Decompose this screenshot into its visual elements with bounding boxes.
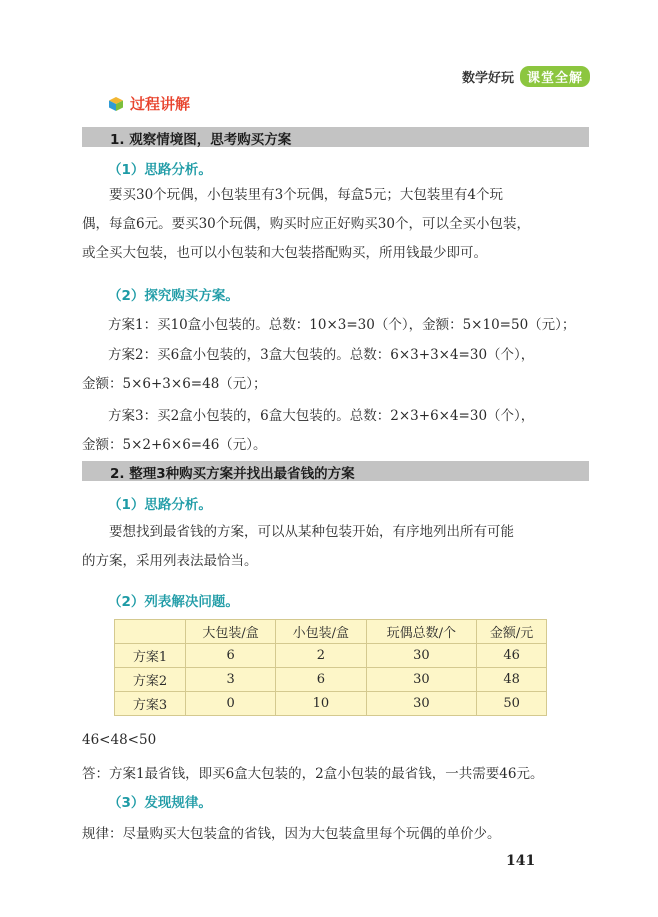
table-cell: 方案3 xyxy=(115,692,186,716)
part2-analysis xyxy=(82,518,590,576)
table-cell: 方案1 xyxy=(115,644,186,668)
paragraph-line: 要买30个玩偶，小包装里有3个玩偶，每盒5元；大包装里有4个玩 xyxy=(109,187,503,203)
section-title: 过程讲解 xyxy=(130,95,191,113)
page-header xyxy=(462,66,590,87)
plans-table xyxy=(114,619,547,716)
table-header-cell: 小包装/盒 xyxy=(276,620,366,644)
part2-title: 2. 整理3种购买方案并找出最省钱的方案 xyxy=(110,466,355,482)
table-cell: 3 xyxy=(186,668,276,692)
plan3-line-b: 金额：5×2+6×6=46（元）。 xyxy=(82,437,267,453)
part1-subheading-analysis: （1）思路分析。 xyxy=(108,162,212,178)
table-cell: 0 xyxy=(186,692,276,716)
book-title: 数学好玩 xyxy=(461,71,514,86)
plan2-line-a: 方案2：买6盒小包装的，3盒大包装的。总数：6×3+3×4=30（个）， xyxy=(108,347,535,363)
table-header-row xyxy=(115,620,547,644)
paragraph-line: 或全买大包装，也可以小包装和大包装搭配购买，所用钱最少即可。 xyxy=(82,245,487,261)
table-cell: 10 xyxy=(276,692,366,716)
table-cell: 30 xyxy=(366,692,477,716)
part2-subheading-table: （2）列表解决问题。 xyxy=(108,594,239,610)
header-badge: 课堂全解 xyxy=(520,66,590,87)
paragraph-line: 要想找到最省钱的方案，可以从某种包装开始，有序地列出所有可能 xyxy=(109,524,514,540)
table-cell: 30 xyxy=(366,644,477,668)
table-cell: 6 xyxy=(186,644,276,668)
section-heading xyxy=(108,93,190,114)
table-header-cell: 玩偶总数/个 xyxy=(366,620,477,644)
table-header-cell: 金额/元 xyxy=(477,620,547,644)
table-cell: 30 xyxy=(366,668,477,692)
table-header-cell: 大包装/盒 xyxy=(186,620,276,644)
page-number: 141 xyxy=(506,853,536,869)
table-row xyxy=(115,692,547,716)
rule: 规律：尽量购买大包装盒的省钱，因为大包装盒里每个玩偶的单价少。 xyxy=(82,826,501,842)
plan3-line-a: 方案3：买2盒小包装的，6盒大包装的。总数：2×3+6×4=30（个）， xyxy=(108,408,535,424)
cube-icon xyxy=(108,96,124,112)
table-cell: 46 xyxy=(477,644,547,668)
part1-subheading-plans: （2）探究购买方案。 xyxy=(108,288,239,304)
part2-subheading-analysis: （1）思路分析。 xyxy=(108,497,212,513)
table-row xyxy=(115,644,547,668)
table-row xyxy=(115,668,547,692)
part2-subheading-rule: （3）发现规律。 xyxy=(108,795,212,811)
table-cell: 6 xyxy=(276,668,366,692)
plan1-line: 方案1：买10盒小包装的。总数：10×3=30（个），金额：5×10=50（元）； xyxy=(108,317,576,333)
comparison: 46<48<50 xyxy=(82,732,157,748)
table-cell: 方案2 xyxy=(115,668,186,692)
paragraph-line: 偶，每盒6元。要买30个玩偶，购买时应正好购买30个，可以全买小包装， xyxy=(82,216,530,232)
part2-title-bar xyxy=(82,461,589,481)
table-header-cell xyxy=(115,620,186,644)
plan2-line-b: 金额：5×6+3×6=48（元）； xyxy=(82,376,267,392)
part1-analysis xyxy=(82,181,590,268)
part1-title-bar xyxy=(82,127,589,147)
part1-title: 1. 观察情境图，思考购买方案 xyxy=(110,132,292,148)
table-cell: 48 xyxy=(477,668,547,692)
answer: 答：方案1最省钱，即买6盒大包装的，2盒小包装的最省钱，一共需要46元。 xyxy=(82,766,544,782)
paragraph-line: 的方案，采用列表法最恰当。 xyxy=(82,553,258,569)
table-cell: 2 xyxy=(276,644,366,668)
table-cell: 50 xyxy=(477,692,547,716)
